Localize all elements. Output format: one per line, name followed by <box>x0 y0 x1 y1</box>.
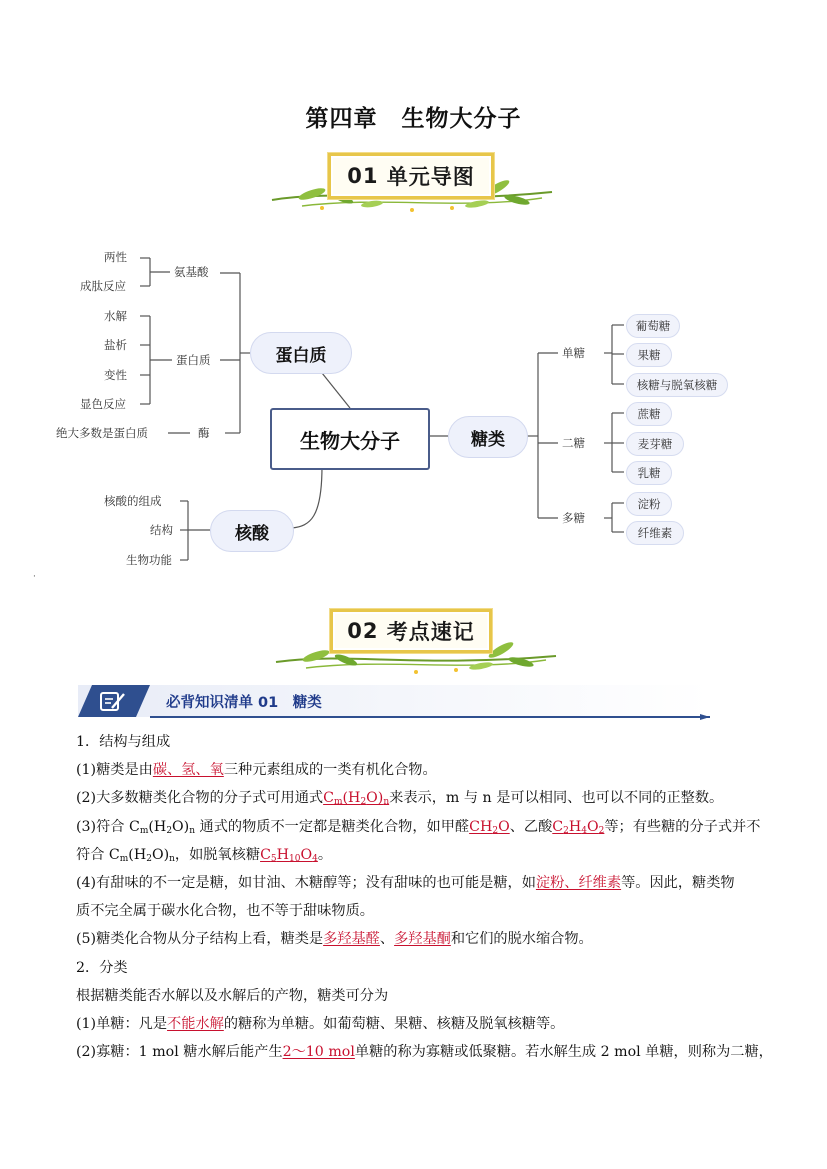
mm-item: 纤维素 <box>626 521 684 545</box>
answer-blank: $CH_2O$ <box>469 818 510 836</box>
mm-protein: 蛋白质 <box>250 332 352 374</box>
mm-item: 淀粉 <box>626 492 672 516</box>
banner-number: 01 <box>347 164 379 188</box>
mm-sugar: 糖类 <box>448 416 528 458</box>
answer-blank: $C_5H_{10}O_4$ <box>260 846 318 864</box>
mm-item: 核酸的组成 <box>104 494 162 508</box>
mind-map-center: 生物大分子 <box>270 408 430 470</box>
answer-blank: 多羟基酮 <box>394 931 451 948</box>
section-banner-2 <box>330 609 492 653</box>
banner-number: 02 <box>347 619 379 643</box>
mm-item: 核糖与脱氧核糖 <box>626 373 728 397</box>
answer-blank: $C_2H_4O_2$ <box>552 818 605 836</box>
mm-protein-node: 蛋白质 <box>176 353 211 367</box>
knowledge-body <box>76 728 773 1066</box>
mm-item: 蔗糖 <box>626 402 672 426</box>
mm-item: 麦芽糖 <box>626 432 684 456</box>
mm-item: 乳糖 <box>626 461 672 485</box>
paragraph: (2)寡糖：1 mol 糖水解后能产生2～10 mol单糖的称为寡糖或低聚糖。若水解生成 2 mol 单糖，则称为二糖， <box>76 1044 773 1061</box>
notepad-pen-icon <box>100 690 126 712</box>
paragraph: (5)糖类化合物从分子结构上看，糖类是多羟基醛、多羟基酮和它们的脱水缩合物。 <box>76 931 593 948</box>
answer-blank: 多羟基醛 <box>323 931 380 948</box>
mm-poly: 多糖 <box>562 511 585 525</box>
banner-text: 考点速记 <box>386 620 475 644</box>
answer-blank: 不能水解 <box>167 1016 224 1033</box>
mind-map <box>0 228 827 588</box>
mm-mono: 单糖 <box>562 346 585 360</box>
answer-blank: 2～10 mol <box>282 1044 355 1061</box>
mm-enzyme-note: 绝大多数是蛋白质 <box>56 426 148 440</box>
chapter-title: 第四章 生物大分子 <box>305 105 522 132</box>
mm-item: 显色反应 <box>80 397 126 411</box>
paragraph: 符合 $C_m(H_2O)_n$，如脱氧核糖$C_5H_{10}O_4$。 <box>76 846 333 864</box>
subheading-classification: 2．分类 <box>76 959 128 976</box>
mm-item: 水解 <box>104 309 127 323</box>
paragraph: 质不完全属于碳水化合物，也不等于甜味物质。 <box>76 903 374 920</box>
mm-item: 葡萄糖 <box>626 314 680 338</box>
banner-text: 单元导图 <box>386 165 475 189</box>
mm-enzyme: 酶 <box>198 426 210 440</box>
stray-dot: · <box>33 572 36 582</box>
paragraph: (2)大多数糖类化合物的分子式可用通式$C_m(H_2O)_n$来表示，m 与 n 是可以相同、也可以不同的正整数。 <box>76 790 724 808</box>
subheading-structure: 1．结构与组成 <box>76 734 171 750</box>
answer-blank: 碳、氢、氧 <box>152 762 224 779</box>
paragraph: (1)单糖：凡是不能水解的糖称为单糖。如葡萄糖、果糖、核糖及脱氧核糖等。 <box>76 1016 565 1033</box>
mm-item: 两性 <box>104 250 127 264</box>
knowledge-heading: 必背知识清单 01 糖类 <box>166 695 322 711</box>
arrow-tip-icon <box>700 712 712 722</box>
mm-item: 果糖 <box>626 343 672 367</box>
paragraph: 根据糖类能否水解以及水解后的产物，糖类可分为 <box>76 987 389 1004</box>
mm-item: 结构 <box>150 523 173 537</box>
mm-item: 成肽反应 <box>80 279 126 293</box>
mm-item: 生物功能 <box>126 553 172 567</box>
mm-di: 二糖 <box>562 436 585 450</box>
knowledge-heading-bar <box>78 685 710 717</box>
answer-blank: 淀粉、纤维素 <box>535 875 622 892</box>
section-banner-1 <box>328 153 494 199</box>
mm-item: 盐析 <box>104 338 127 352</box>
mm-item: 变性 <box>104 368 127 382</box>
mm-nucleic: 核酸 <box>210 510 294 552</box>
paragraph: (3)符合 $C_m(H_2O)_n$ 通式的物质不一定都是糖类化合物，如甲醛$CH_2O$、乙酸$C_2H_4O_2$等；有些糖的分子式并不 <box>76 818 761 836</box>
answer-blank: $C_m(H_2O)_n$ <box>323 790 390 808</box>
paragraph: (4)有甜味的不一定是糖，如甘油、木糖醇等；没有甜味的也可能是糖，如淀粉、纤维素等。因此，糖类物 <box>76 875 735 892</box>
paragraph: (1)糖类是由碳、氢、氧三种元素组成的一类有机化合物。 <box>76 762 437 779</box>
mm-amino-acid: 氨基酸 <box>174 265 209 279</box>
